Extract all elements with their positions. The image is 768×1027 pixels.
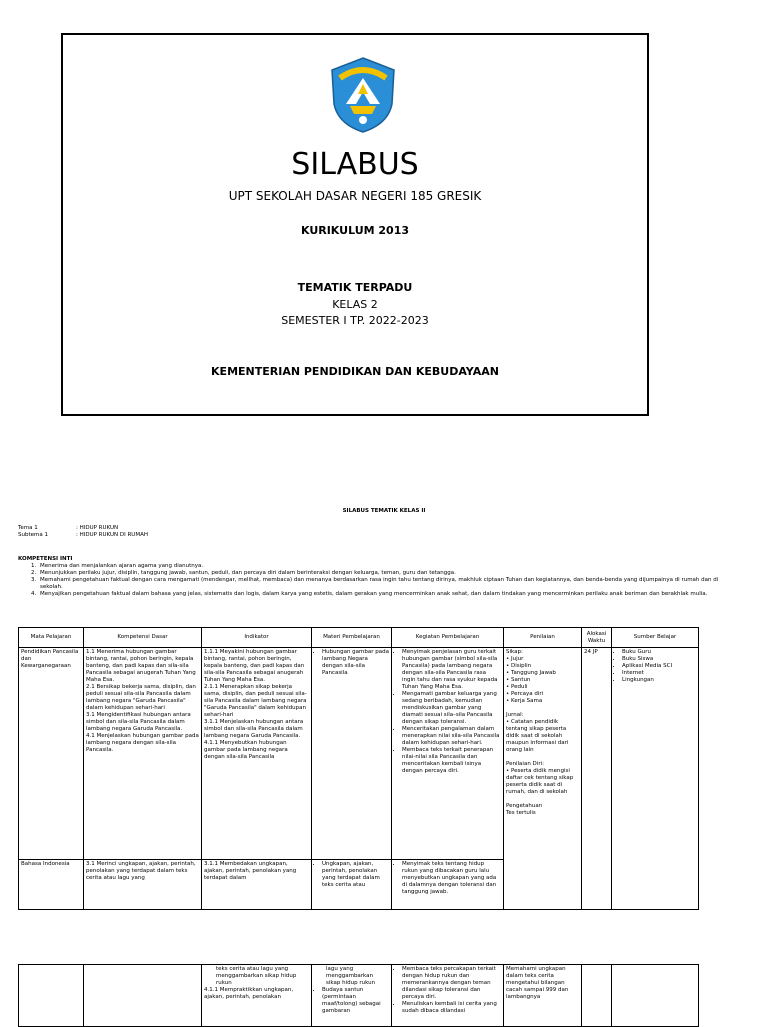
header-cell: Indikator [202, 628, 312, 648]
sumber-item: • Buku Siswa [622, 656, 696, 663]
penilaian-line: • Percaya diri [506, 691, 544, 697]
header-cell: Kompetensi Dasar [84, 628, 202, 648]
theme-label: TEMATIK TERPADU [297, 281, 413, 294]
grade-label: KELAS 2 [332, 298, 378, 311]
penilaian-cell [504, 648, 582, 910]
header-cell: Sumber Belajar [612, 628, 699, 648]
table-header-row [19, 628, 699, 648]
penilaian-line: Penilaian Diri: [506, 761, 544, 767]
kegiatan-item: • Membaca teks terkait penerapan nilai-nilai sila Pancasila dan menceritakan kembali isinya dengan percaya diri. [402, 747, 501, 775]
indicator-item: 3.1.1 Menjelaskan hubungan antara simbol dan sila-sila Pancasila dalam lambang negara Garuda Pancasila. [204, 719, 304, 739]
kegiatan-item: • Menuliskan kembali isi cerita yang sudah dibaca dilandasi [402, 1001, 501, 1015]
ki-item: 1. Menerima dan menjalankan ajaran agama yang dianutnya. [38, 563, 738, 570]
cover-title: SILABUS [291, 147, 419, 182]
penilaian-line: Sikap: [506, 649, 523, 655]
header-cell: Penilaian [504, 628, 582, 648]
penilaian-line: Jurnal: [506, 712, 524, 718]
materi-cell [312, 860, 392, 910]
subtema-value: : HIDUP RUKUN DI RUMAH [76, 532, 148, 538]
kd-item: 1.1 Menerima hubungan gambar bintang, rantai, pohon beringin, kepala banteng, dan padi kapas dan sila-sila Pancasila sebagai anugerah Tuhan Yang Maha Esa. [86, 649, 196, 683]
sumber-item: • Buku Guru [622, 649, 696, 656]
kd-item: 2.1 Bersikap bekerja sama, disiplin, dan peduli sesuai sila-sila Pancasila dalam lambang negara "Garuda Pancasila" dalam kehidupan sehari-hari [86, 684, 196, 711]
ki-item: 3. Memahami pengetahuan faktual dengan cara mengamati (mendengar, melihat, membaca) dan menanya berdasarkan rasa ingin tahu tentang dirinya, makhluk ciptaan Tuhan dan kegiatannya, dan benda-benda yang dijumpainya di rumah dan di sekolah. [38, 577, 738, 591]
penilaian-cell [504, 965, 582, 1027]
penilaian-line: • Kerja Sama [506, 698, 543, 704]
sumber-cell [612, 648, 699, 910]
sumber-item: • Lingkungan [622, 677, 696, 684]
header-cell: Kegiatan Pembelajaran [392, 628, 504, 648]
table-row [19, 648, 699, 860]
subject-cell: Bahasa Indonesia [19, 860, 84, 910]
kegiatan-item: • Mengamati gambar keluarga yang sedang beribadah, kemudian mendiskusikan gambar yang diamati sesuai sila–sila Pancasila dengan sikap toleransi. [402, 691, 501, 726]
curriculum: KURIKULUM 2013 [300, 224, 410, 237]
ministry-label: KEMENTERIAN PENDIDIKAN DAN KEBUDAYAAN [211, 365, 499, 378]
indicator-item: 4.1.1 Mempraktikkan ungkapan, ajakan, perintah, penolakan [204, 987, 294, 1000]
kegiatan-item: • Menceritakan pengalaman dalam menerapkan nilai sila-sila Pancasila dalam kehidupan sehari-hari. [402, 726, 501, 747]
header-cell: Alokasi Waktu [582, 628, 612, 648]
tut-wuri-handayani-logo [328, 56, 398, 134]
penilaian-line: • Disiplin [506, 663, 532, 669]
penilaian-line: • Peserta didik mengisi daftar cek tentang sikap peserta didik saat di rumah, dan di sekolah [506, 768, 574, 795]
alokasi-cell: 24 JP [582, 648, 612, 910]
table-row [19, 965, 699, 1027]
indicator-item: 4.1.1 Menyebutkan hubungan gambar pada lambang negara dengan sila-sila Pancasila [204, 740, 288, 760]
subject-cell: Pendidikan Pancasila dan Kewarganegaraan [19, 648, 84, 860]
kompetensi-inti [18, 556, 738, 598]
materi-cell [312, 648, 392, 860]
semester-label: SEMESTER I TP. 2022-2023 [281, 314, 429, 327]
ki-item: 4. Menyajikan pengetahuan faktual dalam bahasa yang jelas, sistematis dan logis, dalam karya yang estetis, dalam gerakan yang mencerminkan anak sehat, dan dalam tindakan yang mencerminkan perilaku anak beriman dan berakhlak mulia. [38, 591, 738, 598]
sumber-item: • Internet [622, 670, 696, 677]
indicator-cell [202, 965, 312, 1027]
kegiatan-item: • Menyimak teks tentang hidup rukun yang dibacakan guru lalu menyebutkan ungkapan yang ada di dalamnya dengan toleransi dan tanggung jawab. [402, 861, 501, 896]
tema-value: : HIDUP RUKUN [76, 525, 119, 531]
materi-item: • Hubungan gambar pada lambang Negara dengan sila-sila Pancasila [322, 649, 389, 677]
penilaian-line: • Catatan pendidik tentang sikap peserta didik saat di sekolah maupun informasi dari orang lain [506, 719, 569, 753]
indicator-item: 2.1.1 Menerapkan sikap bekerja sama, disiplin, dan peduli sesuai sila-sila Pancasila dalam lambang negara "Garuda Pancasila" dalam kehidupan sehari-hari [204, 684, 307, 718]
materi-cell [312, 965, 392, 1027]
ki-heading: KOMPETENSI INTI [18, 556, 73, 562]
header-cell: Materi Pembelajaran [312, 628, 392, 648]
kegiatan-cell [392, 860, 504, 910]
penilaian-line: Pengetahuan [506, 803, 543, 809]
sumber-item: • Aplikasi Media SCI [622, 663, 696, 670]
syllabus-title: SILABUS TEMATIK KELAS II [342, 508, 426, 514]
ki-item: 2. Menunjukkan perilaku jujur, disiplin, tanggung jawab, santun, peduli, dan percaya diri dalam berinteraksi dengan keluarga, teman, guru dan tetangga. [38, 570, 738, 577]
penilaian-line: • Santun [506, 677, 531, 683]
kd-item: 3.1 Mengidentifikasi hubungan antara simbol dan sila-sila Pancasila dalam lambang negara Garuda Pancasila. [86, 712, 191, 732]
theme-info [18, 525, 148, 539]
indicator-cell: 3.1.1 Membedakan ungkapan, ajakan, perintah, penolakan yang terdapat dalam [202, 860, 312, 910]
materi-item: lagu yang menggambarkan sikap hidup rukun [326, 966, 376, 986]
penilaian-line: Memahami ungkapan dalam teks cerita [506, 966, 566, 979]
kegiatan-cell [392, 965, 504, 1027]
school-name: UPT SEKOLAH DASAR NEGERI 185 GRESIK [228, 189, 482, 203]
kegiatan-cell [392, 648, 504, 860]
header-cell: Mata Pelajaran [19, 628, 84, 648]
penilaian-line: • Jujur [506, 656, 524, 662]
penilaian-line: mengetahui bilangan cacah sampai 999 dan lambangnya [506, 980, 569, 1000]
penilaian-line: Tes tertulis [506, 810, 536, 816]
syllabus-table [18, 627, 699, 910]
penilaian-line: • Peduli [506, 684, 528, 690]
materi-item: • Ungkapan, ajakan, perintah, penolakan yang terdapat dalam teks cerita atau [322, 861, 389, 889]
indicator-item: teks cerita atau lagu yang menggambarkan sikap hidup rukun [216, 966, 297, 986]
subtema-label: Subtema 1 [18, 532, 48, 538]
penilaian-line: • Tanggung Jawab [506, 670, 556, 676]
kd-item: 4.1 Menjelaskan hubungan gambar pada lambang negara dengan sila-sila Pancasila. [86, 733, 199, 753]
cover-frame [61, 33, 649, 416]
tema-label: Tema 1 [18, 525, 38, 531]
syllabus-table-continued [18, 964, 699, 1027]
kd-cell [84, 648, 202, 860]
indicator-item: 1.1.1 Meyakini hubungan gambar bintang, rantai, pohon beringin, kepala banteng, dan padi kapas dan sila-sila Pancasila sebagai anugerah Tuhan Yang Maha Esa. [204, 649, 305, 683]
kegiatan-item: • Membaca teks percakapan terkait dengan hidup rukun dan memerankannya dengan teman dilandasi sikap toleransi dan percaya diri. [402, 966, 501, 1001]
kd-cell: 3.1 Merinci ungkapan, ajakan, perintah, penolakan yang terdapat dalam teks cerita atau lagu yang [84, 860, 202, 910]
kegiatan-item: • Menyimak penjelasan guru terkait hubungan gambar (simbol sila-sila Pancasila) pada lambang negara dengan sila-sila Pancasila rasa ingin tahu dan rasa syukur kepada Tuhan Yang Maha Esa. [402, 649, 501, 691]
materi-item: • Budaya santun (permintaan maaf/tolong) sebagai gambaran [322, 987, 389, 1015]
indicator-cell [202, 648, 312, 860]
